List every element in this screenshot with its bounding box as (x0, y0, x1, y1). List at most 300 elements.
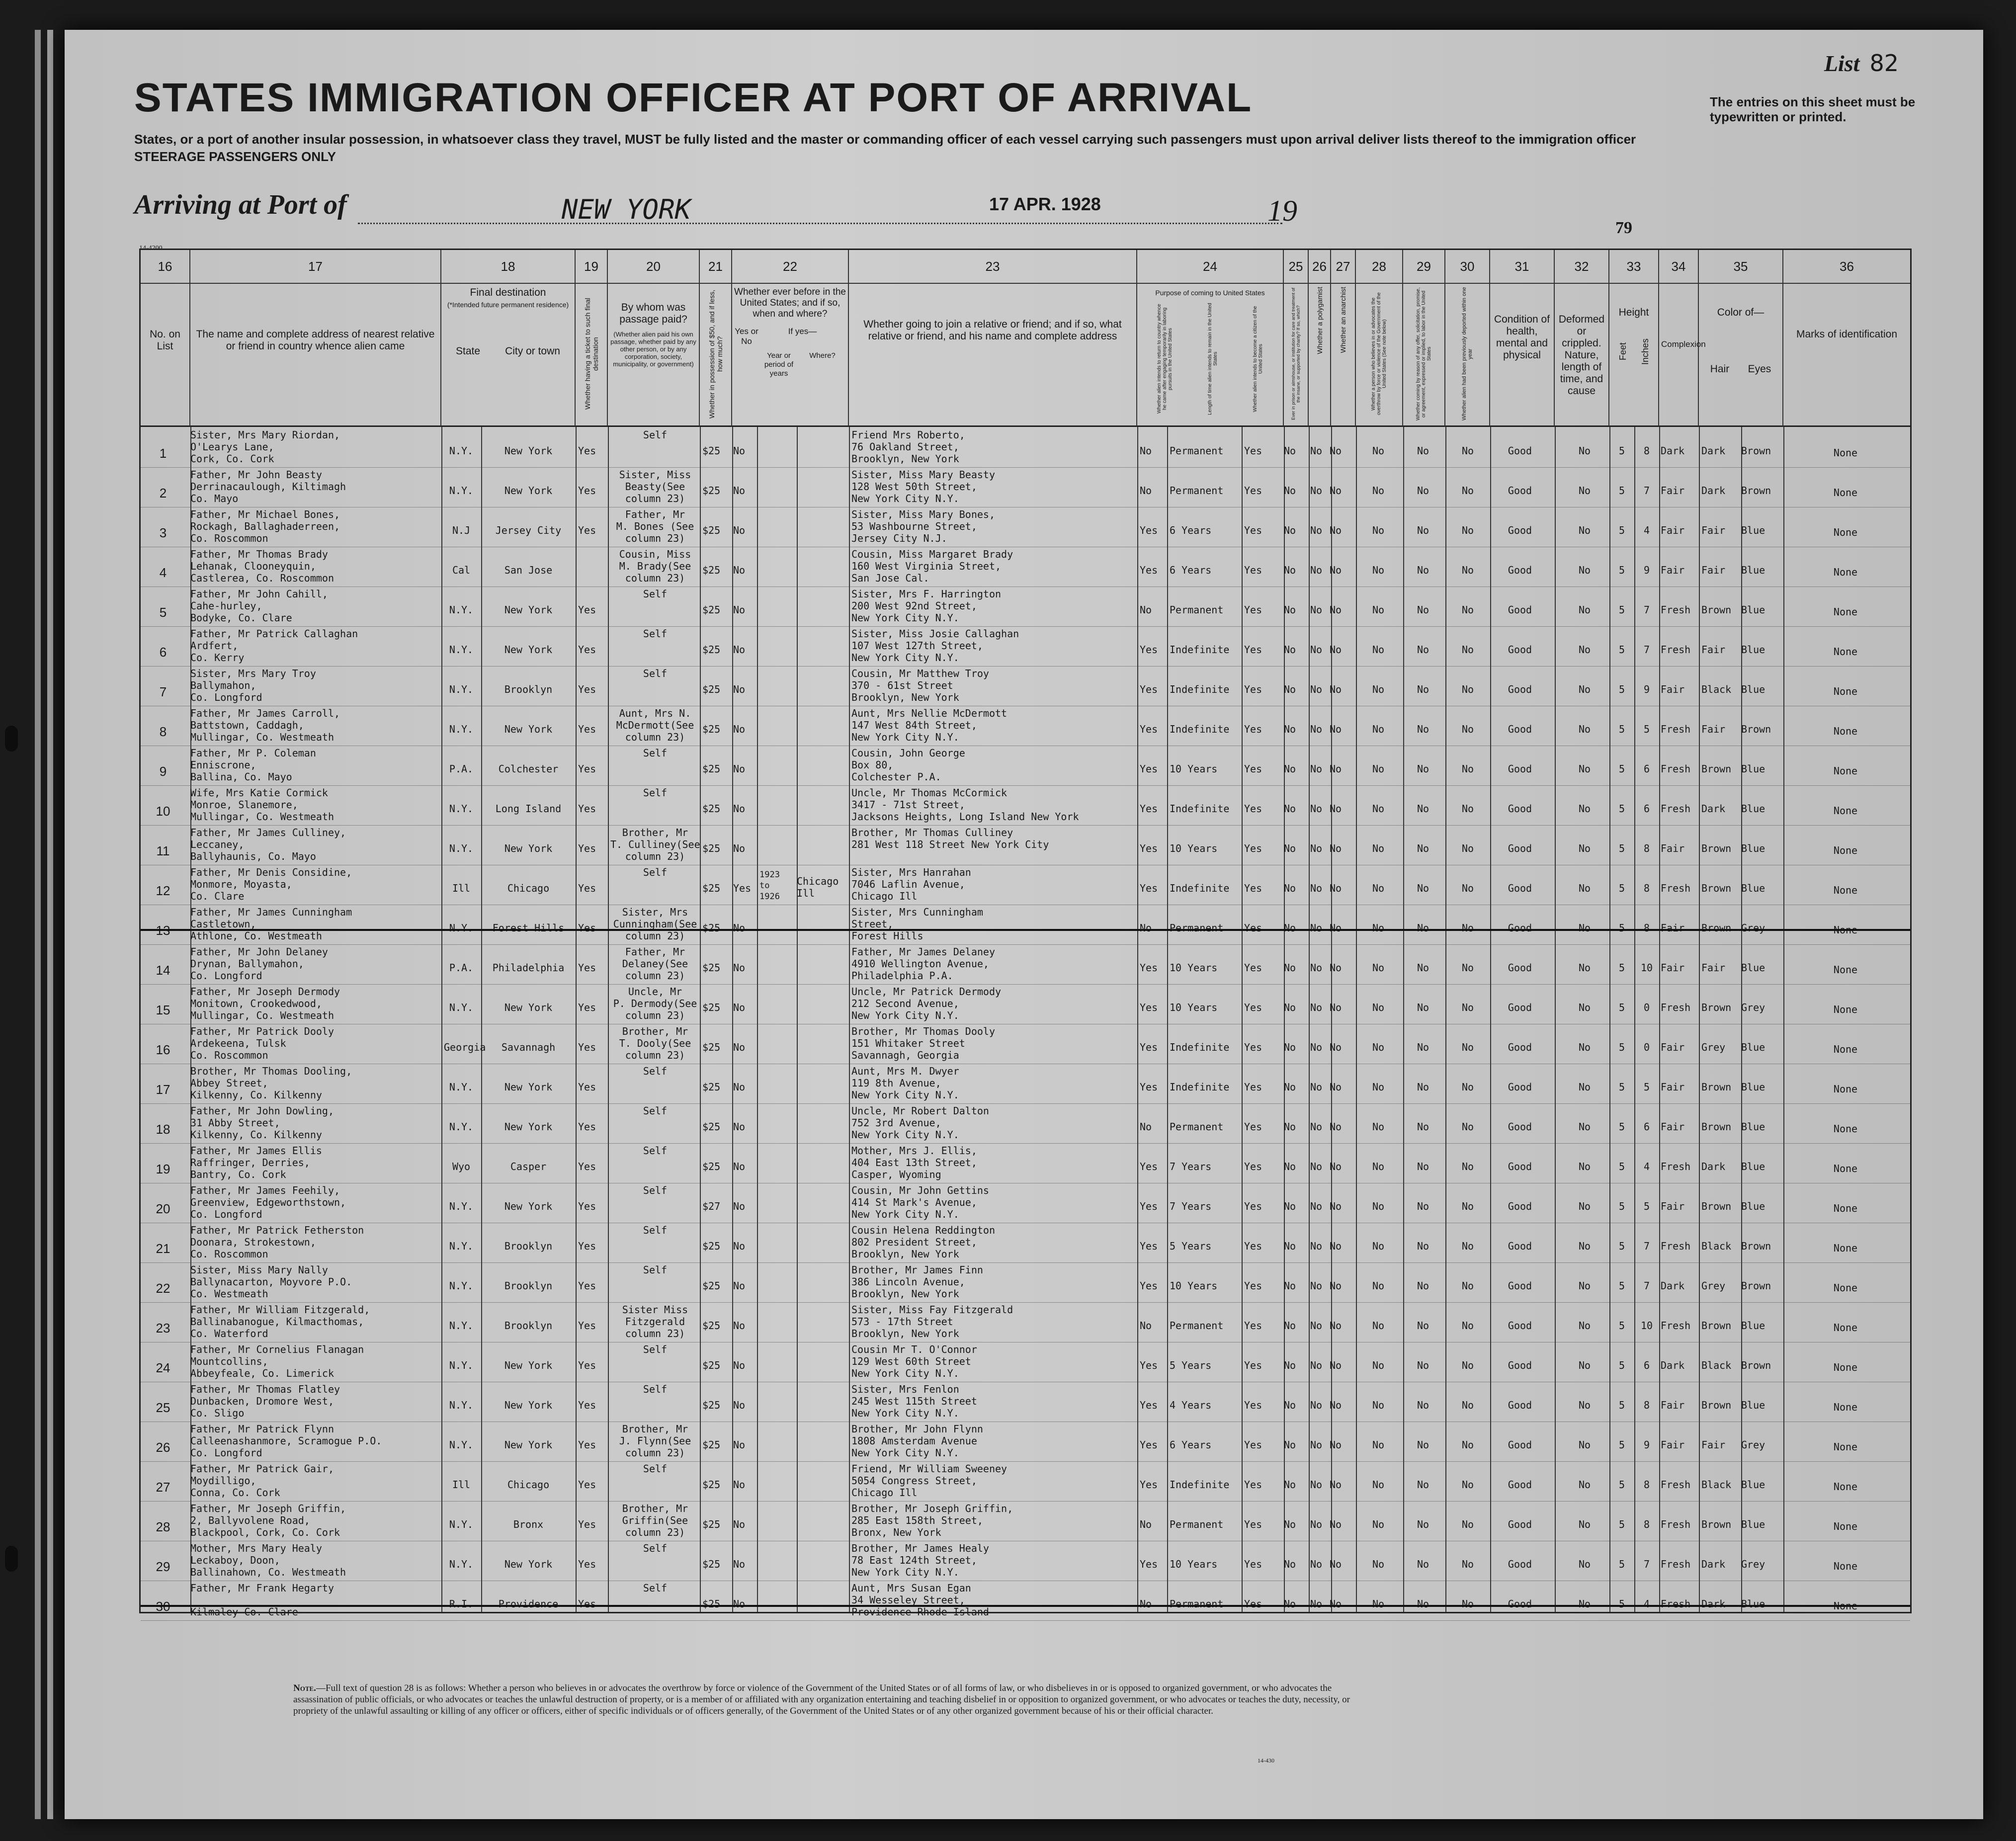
destination-city: Brooklyn (504, 1320, 553, 1332)
height-feet: 5 (1618, 1200, 1625, 1212)
intends-return: Yes (1140, 644, 1158, 656)
health-value: Good (1508, 445, 1532, 457)
destination-city: New York (504, 644, 553, 656)
joining-relative: Friend Mrs Roberto, 76 Oakland Street, Brooklyn, New York (851, 429, 965, 465)
typewritten-note: The entries on this sheet must be typewritten or printed. (1710, 94, 1916, 124)
table-row (141, 1104, 1910, 1144)
prison-value: No (1284, 524, 1296, 536)
height-feet: 5 (1618, 882, 1625, 894)
deported-value: No (1461, 1240, 1474, 1252)
offer-value: No (1417, 1240, 1429, 1252)
health-value: Good (1508, 1240, 1532, 1252)
eye-color: Grey (1741, 1002, 1765, 1013)
col-num: 18 (441, 250, 576, 283)
destination-state: N.Y. (449, 1081, 474, 1093)
col-num: 32 (1555, 250, 1609, 283)
polygamist-value: No (1310, 842, 1323, 854)
offer-value: No (1417, 1280, 1429, 1292)
overthrow-value: No (1372, 1518, 1385, 1530)
height-inches: 9 (1643, 564, 1650, 576)
health-value: Good (1508, 1479, 1532, 1491)
polygamist-value: No (1310, 882, 1323, 894)
been-before: No (733, 1121, 746, 1133)
hair-color: Brown (1701, 1200, 1732, 1212)
intends-return: Yes (1140, 1359, 1158, 1371)
relative-address: Father, Mr John Cahill, Cahe-hurley, Bodyke, Co. Clare (190, 588, 328, 624)
row-number: 3 (159, 525, 167, 540)
money-amount: $25 (702, 1479, 721, 1491)
passage-paid-by: Self (643, 1264, 668, 1276)
deported-value: No (1461, 564, 1474, 576)
destination-state: Georgia (444, 1041, 486, 1053)
passage-paid-by: Aunt, Mrs N. McDermott(See column 23) (616, 707, 694, 743)
length-of-stay: 7 Years (1170, 1200, 1212, 1212)
col-num: 28 (1356, 250, 1403, 283)
question-28-note (293, 1682, 1377, 1717)
ticket-value: Yes (578, 1320, 596, 1332)
intends-return: Yes (1140, 1558, 1158, 1570)
eye-color: Brown (1741, 1280, 1771, 1292)
complexion-value: Fair (1661, 1439, 1685, 1451)
table-row (141, 985, 1910, 1024)
intends-citizen: Yes (1244, 485, 1262, 497)
overthrow-value: No (1372, 604, 1385, 616)
offer-value: No (1417, 1439, 1429, 1451)
col-num: 27 (1331, 250, 1356, 283)
health-value: Good (1508, 763, 1532, 775)
destination-state: N.Y. (449, 1399, 474, 1411)
height-inches: 10 (1640, 1320, 1653, 1332)
been-before: No (733, 524, 746, 536)
destination-state: N.Y. (449, 683, 474, 695)
health-value: Good (1508, 524, 1532, 536)
intends-return: Yes (1140, 683, 1158, 695)
anarchist-value: No (1330, 1399, 1342, 1411)
identification-marks: None (1833, 685, 1858, 697)
offer-value: No (1417, 1479, 1429, 1491)
destination-state: P.A. (449, 962, 474, 974)
prison-value: No (1284, 763, 1296, 775)
height-feet: 5 (1618, 1320, 1625, 1332)
destination-state: N.Y. (449, 644, 474, 656)
ticket-value: Yes (578, 1041, 596, 1053)
length-of-stay: Indefinite (1170, 1081, 1230, 1093)
deported-value: No (1461, 1359, 1474, 1371)
prison-value: No (1284, 1041, 1296, 1053)
been-before: No (733, 1399, 746, 1411)
eye-color: Blue (1741, 1121, 1765, 1133)
been-before: No (733, 564, 746, 576)
ticket-value: Yes (578, 683, 596, 695)
joining-relative: Aunt, Mrs Susan Egan 34 Wesseley Street, Providence Rhode Island (851, 1582, 989, 1618)
money-amount: $25 (702, 723, 721, 735)
polygamist-value: No (1310, 1598, 1323, 1610)
destination-state-label: State (456, 345, 481, 357)
table-row (141, 1064, 1910, 1104)
before-where-label: Where? (809, 351, 836, 360)
been-before: No (733, 1479, 746, 1491)
joining-relative: Aunt, Mrs Nellie McDermott 147 West 84th Street, New York City N.Y. (851, 707, 1008, 743)
height-label: Height (1618, 307, 1649, 318)
col-num: 16 (141, 250, 190, 283)
destination-state: N.Y. (449, 1359, 474, 1371)
deformed-value: No (1578, 763, 1591, 775)
passage-paid-by: Brother, Mr Griffin(See column 23) (622, 1503, 688, 1538)
complexion-value: Fresh (1661, 1240, 1691, 1252)
passage-paid-by: Sister, Mrs Cunningham(See column 23) (613, 906, 697, 942)
complexion-value: Fair (1661, 683, 1685, 695)
offer-value: No (1417, 445, 1429, 457)
table-row (141, 1422, 1910, 1462)
health-value: Good (1508, 962, 1532, 974)
height-inches: 5 (1643, 723, 1650, 735)
complexion-value: Fair (1661, 524, 1685, 536)
money-label: Whether in possession of $50, and if less, how much? (707, 289, 724, 418)
table-row (141, 1462, 1910, 1502)
destination-state: N.Y. (449, 485, 474, 497)
ticket-value: Yes (578, 1518, 596, 1530)
before-where: Chicago Ill (797, 875, 839, 899)
table-row (141, 587, 1910, 627)
paid-note: (Whether alien paid his own passage, whether paid by any other person, or by any corporation, society, municipality, or government) (610, 331, 696, 368)
been-before: No (733, 922, 746, 934)
anarchist-value: No (1330, 1121, 1342, 1133)
joining-relative: Sister, Miss Mary Bones, 53 Washbourne Street, Jersey City N.J. (851, 508, 995, 544)
relative-address: Father, Mr Thomas Flatley Dunbacken, Dromore West, Co. Sligo (190, 1383, 340, 1419)
row-number: 14 (156, 963, 170, 978)
identification-marks: None (1833, 1600, 1858, 1612)
overthrow-value: No (1372, 1121, 1385, 1133)
anarchist-value: No (1330, 922, 1342, 934)
deported-value: No (1461, 1320, 1474, 1332)
ticket-value: Yes (578, 1558, 596, 1570)
intends-citizen: Yes (1244, 1439, 1262, 1451)
col-header-anarchist (1331, 283, 1356, 427)
destination-city: Philadelphia (492, 962, 565, 974)
offer-value: No (1417, 723, 1429, 735)
health-value: Good (1508, 882, 1532, 894)
prison-value: No (1284, 644, 1296, 656)
deported-value: No (1461, 723, 1474, 735)
row-number: 5 (159, 605, 167, 620)
prison-value: No (1284, 1598, 1296, 1610)
binder-hole (5, 726, 18, 752)
eye-color: Brown (1741, 445, 1771, 457)
complexion-value: Fair (1661, 1121, 1685, 1133)
eye-color: Grey (1741, 1439, 1765, 1451)
length-of-stay: 5 Years (1170, 1359, 1212, 1371)
page-title: STATES IMMIGRATION OFFICER AT PORT OF ARRIVAL (134, 75, 1253, 120)
height-inches: 6 (1643, 1121, 1650, 1133)
eye-color: Blue (1741, 604, 1765, 616)
overthrow-value: No (1372, 1161, 1385, 1172)
intends-citizen: Yes (1244, 723, 1262, 735)
deformed-value: No (1578, 644, 1591, 656)
identification-marks: None (1833, 1322, 1858, 1334)
overthrow-value: No (1372, 1558, 1385, 1570)
offer-value: No (1417, 1161, 1429, 1172)
health-value: Good (1508, 1280, 1532, 1292)
deformed-value: No (1578, 1518, 1591, 1530)
intends-return: Yes (1140, 524, 1158, 536)
intends-return: No (1140, 445, 1152, 457)
offer-value: No (1417, 842, 1429, 854)
polygamist-value: No (1310, 803, 1323, 815)
height-inches: 8 (1643, 922, 1650, 934)
passage-paid-by: Self (643, 588, 668, 600)
table-row (141, 547, 1910, 587)
length-of-stay: Indefinite (1170, 803, 1230, 815)
deported-value: No (1461, 445, 1474, 457)
money-amount: $25 (702, 1558, 721, 1570)
polygamist-value: No (1310, 1399, 1323, 1411)
deformed-value: No (1578, 1359, 1591, 1371)
hair-color: Brown (1701, 604, 1732, 616)
destination-state: N.Y. (449, 1280, 474, 1292)
overthrow-value: No (1372, 1598, 1385, 1610)
health-value: Good (1508, 1598, 1532, 1610)
ticket-value: Yes (578, 1240, 596, 1252)
deported-value: No (1461, 803, 1474, 815)
money-amount: $25 (702, 1518, 721, 1530)
ticket-value: Yes (578, 1200, 596, 1212)
polygamist-value: No (1310, 604, 1323, 616)
eye-color: Blue (1741, 524, 1765, 536)
ticket-value: Yes (578, 1439, 596, 1451)
destination-city: New York (504, 1558, 553, 1570)
hair-color: Brown (1701, 1081, 1732, 1093)
col-header-prison (1284, 283, 1309, 427)
col-num: 20 (608, 250, 700, 283)
money-amount: $27 (702, 1200, 721, 1212)
complexion-value: Fresh (1661, 1161, 1691, 1172)
destination-state: Wyo (452, 1161, 471, 1172)
hair-color: Brown (1701, 1121, 1732, 1133)
anarchist-value: No (1330, 644, 1342, 656)
eye-color: Blue (1741, 962, 1765, 974)
col-header-overthrow (1356, 283, 1403, 427)
col-num: 25 (1284, 250, 1309, 283)
row-number: 20 (156, 1201, 170, 1216)
length-of-stay: Permanent (1170, 1518, 1224, 1530)
row-number: 17 (156, 1082, 170, 1097)
anarchist-value: No (1330, 1240, 1342, 1252)
col-header-marks: Marks of identification (1783, 283, 1910, 427)
been-before: No (733, 644, 746, 656)
intends-citizen: Yes (1244, 1598, 1262, 1610)
table-row (141, 1024, 1910, 1064)
table-row (141, 905, 1910, 945)
offer-value: No (1417, 962, 1429, 974)
relative-address: Father, Mr John Beasty Derrinacaulough, Kiltimagh Co. Mayo (190, 469, 346, 504)
table-row (141, 786, 1910, 826)
destination-state: N.J (452, 524, 471, 536)
offer-value: No (1417, 1320, 1429, 1332)
table-row (141, 706, 1910, 746)
height-feet: 5 (1618, 564, 1625, 576)
table-row (141, 746, 1910, 786)
deported-label: Whether alien had been previously deported within one year (1461, 287, 1473, 421)
offer-value: No (1417, 644, 1429, 656)
length-of-stay: Indefinite (1170, 1479, 1230, 1491)
eye-color: Blue (1741, 763, 1765, 775)
intends-return: Yes (1140, 962, 1158, 974)
row-number: 9 (159, 764, 167, 779)
passage-paid-by: Self (643, 1105, 668, 1117)
anarchist-value: No (1330, 962, 1342, 974)
height-feet: 5 (1618, 1558, 1625, 1570)
height-inches: 6 (1643, 763, 1650, 775)
intends-return: Yes (1140, 1439, 1158, 1451)
length-of-stay: 10 Years (1170, 763, 1218, 775)
deformed-value: No (1578, 1598, 1591, 1610)
destination-city: New York (504, 1121, 553, 1133)
intends-return: Yes (1140, 1081, 1158, 1093)
ticket-value: Yes (578, 803, 596, 815)
destination-state: Cal (452, 564, 471, 576)
height-feet: 5 (1618, 1081, 1625, 1093)
anarchist-value: No (1330, 1598, 1342, 1610)
overthrow-value: No (1372, 1081, 1385, 1093)
identification-marks: None (1833, 844, 1858, 856)
destination-city: Chicago (507, 882, 550, 894)
identification-marks: None (1833, 1520, 1858, 1532)
ticket-value: Yes (578, 524, 596, 536)
height-feet: 5 (1618, 485, 1625, 497)
deformed-value: No (1578, 1558, 1591, 1570)
been-before: No (733, 604, 746, 616)
manifest-table (139, 249, 1912, 1618)
length-of-stay: Permanent (1170, 1320, 1224, 1332)
been-before: No (733, 1200, 746, 1212)
anarchist-value: No (1330, 1002, 1342, 1013)
destination-state: R.I. (449, 1598, 474, 1610)
intends-return: Yes (1140, 882, 1158, 894)
health-value: Good (1508, 723, 1532, 735)
complexion-value: Dark (1661, 445, 1685, 457)
prison-value: No (1284, 485, 1296, 497)
deported-value: No (1461, 1558, 1474, 1570)
row-number: 16 (156, 1042, 170, 1057)
anarchist-value: No (1330, 445, 1342, 457)
eye-color: Blue (1741, 1161, 1765, 1172)
height-inches: 8 (1643, 1479, 1650, 1491)
passage-paid-by: Self (643, 747, 668, 759)
anarchist-value: No (1330, 1200, 1342, 1212)
ticket-value: Yes (578, 1002, 596, 1013)
money-amount: $25 (702, 922, 721, 934)
hair-color: Fair (1701, 524, 1726, 536)
intends-citizen: Yes (1244, 1041, 1262, 1053)
height-inches: 7 (1643, 644, 1650, 656)
table-row (141, 1263, 1910, 1303)
height-inches: 8 (1643, 445, 1650, 457)
health-value: Good (1508, 1121, 1532, 1133)
destination-state: N.Y. (449, 604, 474, 616)
destination-city: New York (504, 485, 553, 497)
joining-relative: Friend, Mr William Sweeney 5054 Congress Street, Chicago Ill (851, 1463, 1008, 1499)
intends-citizen: Yes (1244, 604, 1262, 616)
prison-value: No (1284, 1399, 1296, 1411)
height-feet: 5 (1618, 1002, 1625, 1013)
overthrow-value: No (1372, 763, 1385, 775)
destination-state: N.Y. (449, 803, 474, 815)
polygamist-value: No (1310, 1320, 1323, 1332)
binder-hole (5, 1546, 18, 1572)
health-value: Good (1508, 485, 1532, 497)
intends-return: Yes (1140, 1200, 1158, 1212)
polygamist-value: No (1310, 723, 1323, 735)
money-amount: $25 (702, 1399, 721, 1411)
joining-relative: Uncle, Mr Robert Dalton 752 3rd Avenue, New York City N.Y. (851, 1105, 989, 1141)
col-header-no: No. on List (141, 283, 190, 427)
eye-color: Grey (1741, 1558, 1765, 1570)
complexion-value: Dark (1661, 1359, 1685, 1371)
anarchist-value: No (1330, 485, 1342, 497)
destination-city: Colchester (498, 763, 559, 775)
anarchist-value: No (1330, 524, 1342, 536)
col-num: 21 (700, 250, 732, 283)
overthrow-value: No (1372, 485, 1385, 497)
identification-marks: None (1833, 1163, 1858, 1174)
col-num: 17 (190, 250, 441, 283)
polygamist-value: No (1310, 485, 1323, 497)
passage-paid-by: Self (643, 1343, 668, 1355)
been-before: No (733, 1002, 746, 1013)
deformed-value: No (1578, 1240, 1591, 1252)
joining-relative: Sister, Mrs Cunningham Street, Forest Hills (851, 906, 983, 942)
overthrow-value: No (1372, 1479, 1385, 1491)
complexion-value: Fair (1661, 1041, 1685, 1053)
joining-relative: Sister, Mrs Hanrahan 7046 Laflin Avenue, Chicago Ill (851, 866, 971, 902)
passage-paid-by: Self (643, 1542, 668, 1554)
col-header-joining: Whether going to join a relative or friend; and if so, what relative or friend, and his name and complete address (849, 283, 1137, 427)
joining-relative: Sister, Miss Mary Beasty 128 West 50th Street, New York City N.Y. (851, 469, 995, 504)
prison-value: No (1284, 683, 1296, 695)
length-of-stay: Permanent (1170, 1121, 1224, 1133)
passage-paid-by: Self (643, 429, 668, 441)
health-value: Good (1508, 644, 1532, 656)
offer-value: No (1417, 1558, 1429, 1570)
ticket-value: Yes (578, 922, 596, 934)
length-of-stay: Indefinite (1170, 1041, 1230, 1053)
health-value: Good (1508, 1518, 1532, 1530)
money-amount: $25 (702, 1002, 721, 1013)
prison-value: No (1284, 604, 1296, 616)
been-before: No (733, 1598, 746, 1610)
col-header-deformed: Deformed or crippled. Nature, length of time, and cause (1555, 283, 1609, 427)
eye-color: Blue (1741, 683, 1765, 695)
note-label: Note. (293, 1683, 316, 1693)
purpose-length-label: Length of time alien intends to remain in the United States (1207, 303, 1218, 415)
intends-return: No (1140, 1121, 1152, 1133)
row-number: 26 (156, 1440, 170, 1455)
polygamist-value: No (1310, 644, 1323, 656)
intends-return: Yes (1140, 842, 1158, 854)
overthrow-value: No (1372, 842, 1385, 854)
health-value: Good (1508, 1359, 1532, 1371)
length-of-stay: 10 Years (1170, 842, 1218, 854)
col-num: 34 (1659, 250, 1699, 283)
destination-state: P.A. (449, 763, 474, 775)
relative-address: Father, Mr Joseph Dermody Monitown, Crookedwood, Mullingar, Co. Westmeath (190, 986, 340, 1021)
money-amount: $25 (702, 604, 721, 616)
col-header-relative: The name and complete address of nearest relative or friend in country whence alien came (190, 283, 441, 427)
identification-marks: None (1833, 606, 1858, 618)
money-amount: $25 (702, 1081, 721, 1093)
joining-relative: Sister, Mrs Fenlon 245 West 115th Street New York City N.Y. (851, 1383, 977, 1419)
table-row (141, 865, 1910, 905)
